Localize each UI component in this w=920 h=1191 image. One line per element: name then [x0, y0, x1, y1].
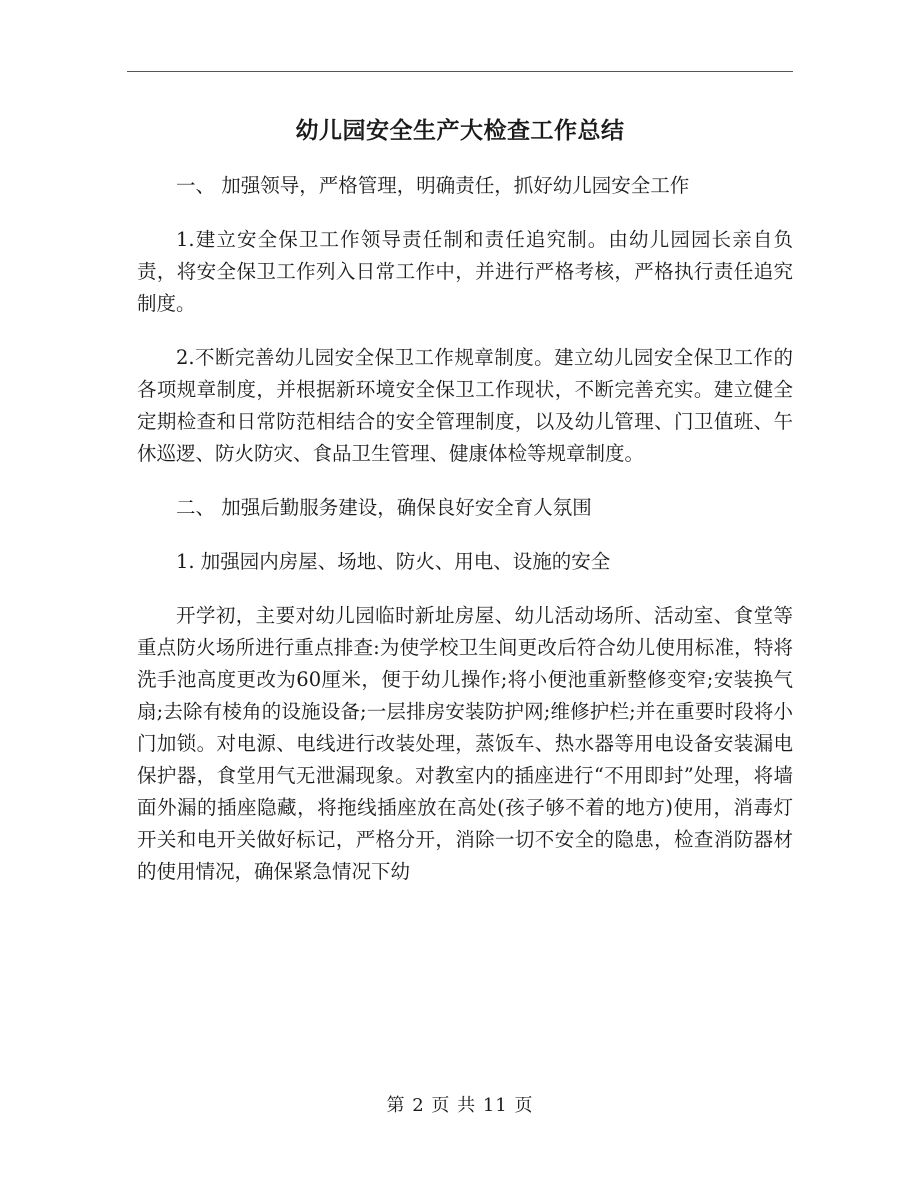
- subsection-heading: 1. 加强园内房屋、场地、防火、用电、设施的安全: [176, 550, 611, 573]
- section-heading-2: 二、 加强后勤服务建设，确保良好安全育人氛围: [176, 496, 592, 519]
- section-heading-1: 一、 加强领导，严格管理，明确责任，抓好幼儿园安全工作: [176, 174, 690, 197]
- header-rule: [127, 71, 793, 72]
- paragraph-1: 1.建立安全保卫工作领导责任制和责任追究制。由幼儿园园长亲自负责，将安全保卫工作列入日常工作中，并进行严格考核，严格执行责任追究制度。: [137, 228, 793, 315]
- document-body: [137, 170, 793, 910]
- page-footer: 第 2 页 共 11 页: [386, 1095, 534, 1116]
- paragraph-3: 开学初，主要对幼儿园临时新址房屋、幼儿活动场所、活动室、食堂等重点防火场所进行重点排查:为使学校卫生间更改后符合幼儿使用标准，特将洗手池高度更改为60厘米，便于幼儿操作;将小便池重新整修变窄;安装换气扇;去除有棱角的设施设备;一层排房安装防护网;维修护栏;并在重要时段将小门加锁。对电源、电线进行改装处理，蒸饭车、热水器等用电设备安装漏电保护器，食堂用气无泄漏现象。对教室内的插座进行“不用即封”处理，将墙面外漏的插座隐藏，将拖线插座放在高处(孩子够不着的地方)使用，消毒灯开关和电开关做好标记，严格分开，消除一切不安全的隐患，检查消防器材的使用情况，确保紧急情况下幼: [137, 604, 793, 883]
- paragraph-2: 2.不断完善幼儿园安全保卫工作规章制度。建立幼儿园安全保卫工作的各项规章制度，并根据新环境安全保卫工作现状，不断完善充实。建立健全定期检查和日常防范相结合的安全管理制度，以及幼儿管理、门卫值班、午休巡逻、防火防灾、食品卫生管理、健康体检等规章制度。: [137, 346, 793, 465]
- document-title: 幼儿园安全生产大检查工作总结: [295, 117, 625, 144]
